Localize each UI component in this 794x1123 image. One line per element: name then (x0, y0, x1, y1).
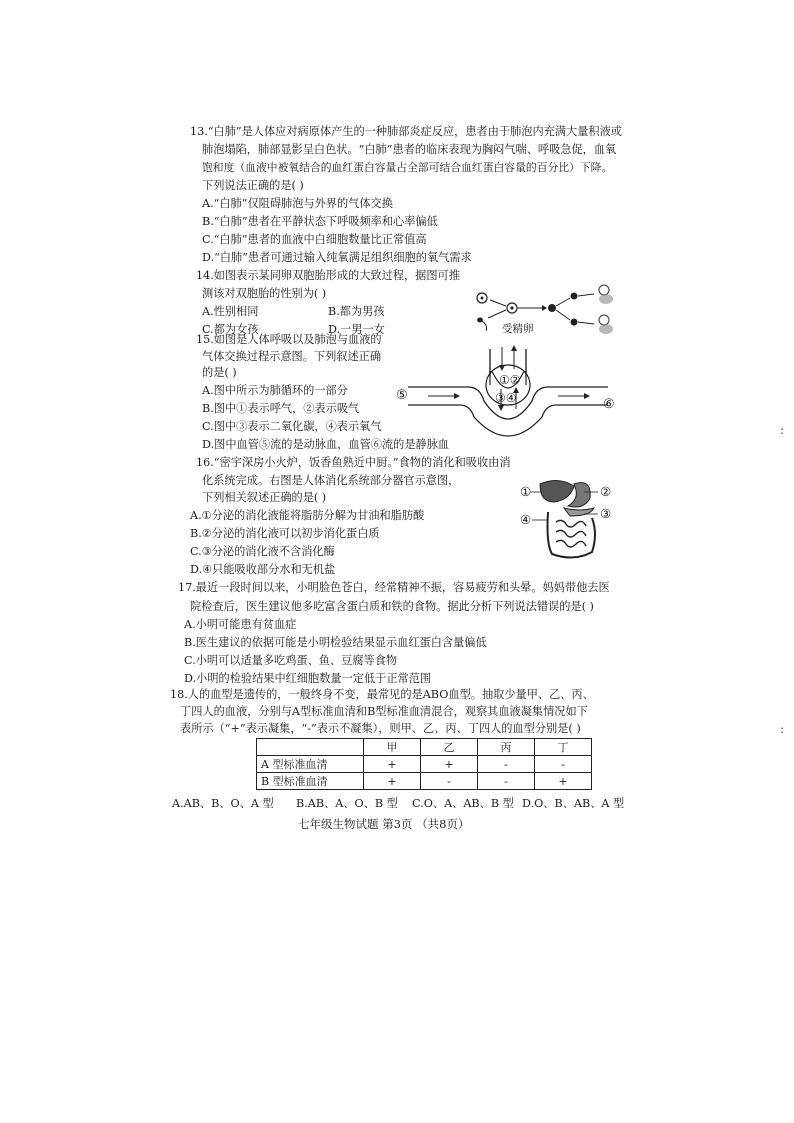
margin-mark: : (779, 722, 784, 736)
figure-label-3-4: ③④ (495, 391, 517, 405)
q13-option-a: A.“白肺”仅阻碍肺泡与外界的气体交换 (202, 197, 393, 210)
pancreas-icon (564, 508, 594, 516)
q16-option-d: D.④只能吸收部分水和无机盐 (190, 563, 336, 576)
digestive-label-1: ① (520, 484, 532, 499)
q17-stem-line-1: 17.最近一段时间以来，小明脸色苍白，经常精神不振，容易疲劳和头晕。妈妈带他去医 (178, 581, 610, 594)
figure-label-1-2: ①② (499, 373, 521, 387)
margin-mark: : (779, 423, 784, 437)
q13-option-d: D.“白肺”患者可通过输入纯氧满足组织细胞的氧气需求 (202, 251, 472, 264)
table-cell: + (421, 756, 478, 773)
table-header-cell (257, 739, 364, 756)
q13-stem-line-3: 饱和度（血液中被氧结合的血红蛋白容量占全部可结合血红蛋白容量的百分比）下降。 (202, 161, 613, 174)
page-footer: 七年级生物试题 第3页 （共8页） (298, 817, 470, 831)
figure-label-6: ⑥ (603, 397, 615, 412)
table-cell: - (421, 773, 478, 790)
q15-option-c: C.图中③表示二氧化碳，④表示氧气 (202, 420, 382, 433)
q13-stem-line-2: 肺泡塌陷，肺部显影呈白色状。“白肺”患者的临床表现为胸闷气喘、呼吸急促，血氧 (202, 143, 617, 156)
q17-option-a: A.小明可能患有贫血症 (184, 618, 297, 631)
liver-icon (540, 480, 574, 502)
q18-stem-line-1: 18.人的血型是遗传的，一般终身不变，最常见的是ABO血型。抽取少量甲、乙、丙、 (170, 688, 594, 701)
q16-stem-line-3: 下列相关叙述正确的是( ) (202, 491, 327, 504)
q14-option-b: B.都为男孩 (328, 305, 385, 318)
table-cell: + (364, 773, 421, 790)
table-cell: - (478, 756, 535, 773)
q18-option-c: C.O、A、AB、B 型 (412, 797, 514, 810)
twin-formation-figure (470, 282, 630, 342)
q14-option-c: C.都为女孩 (202, 323, 259, 336)
q16-stem-line-1: 16.“密宇深房小火炉，饭香鱼熟近中厨。”食物的消化和吸收由消 (196, 456, 511, 469)
table-header-row (257, 739, 592, 756)
q17-option-d: D.小明的检验结果中红细胞数量一定低于正常范围 (184, 672, 432, 685)
q16-stem-line-2: 化系统完成。右图是人体消化系统部分器官示意图， (202, 474, 460, 487)
q15-stem-line-2: 气体交换过程示意图。下列叙述正确 (202, 350, 382, 363)
digestive-label-2: ② (600, 484, 612, 499)
q15-option-d: D.图中血管⑤流的是动脉血，血管⑥流的是静脉血 (202, 438, 450, 451)
q14-stem-line-1: 14.如图表示某同卵双胞胎形成的大致过程，据图可推 (196, 269, 460, 282)
table-cell: A 型标准血清 (257, 756, 364, 773)
digestive-system-figure (518, 474, 638, 564)
table-header-cell: 乙 (421, 739, 478, 756)
figure-label-5: ⑤ (396, 388, 408, 403)
q18-option-d: D.O、B、AB、A 型 (522, 797, 625, 810)
q14-option-a: A.性别相同 (202, 305, 259, 318)
zygote-label: 受精卵 (502, 323, 534, 335)
q13-stem-line-1: 13.“白肺”是人体应对病原体产生的一种肺部炎症反应，患者由于肺泡内充满大量积液或 (190, 125, 622, 138)
q17-option-c: C.小明可以适量多吃鸡蛋、鱼、豆腐等食物 (184, 654, 398, 667)
intestine-icon (548, 512, 596, 558)
q17-option-b: B.医生建议的依据可能是小明检验结果显示血红蛋白含量偏低 (184, 636, 487, 649)
q13-option-b: B.“白肺”患者在平静状态下呼吸频率和心率偏低 (202, 215, 438, 228)
q18-stem-line-2: 丁四人的血液，分别与A型标准血清和B型标准血清混合，观察其血液凝集情况如下 (180, 705, 588, 718)
table-cell: - (478, 773, 535, 790)
digestive-label-4: ④ (520, 512, 532, 527)
q15-option-b: B.图中①表示呼气，②表示吸气 (202, 402, 360, 415)
table-header-cell: 丙 (478, 739, 535, 756)
q15-stem-line-3: 的是( ) (202, 366, 237, 379)
q13-stem-line-4: 下列说法正确的是( ) (202, 179, 304, 192)
q15-stem-line-1: 15.如图是人体呼吸以及肺泡与血液的 (196, 333, 382, 346)
table-header-cell: 丁 (535, 739, 592, 756)
blood-type-table (256, 738, 592, 790)
q16-option-c: C.③分泌的消化液不含消化酶 (190, 545, 335, 558)
q14-option-d: D.一男一女 (328, 323, 385, 336)
q13-option-c: C.“白肺”患者的血液中白细胞数量比正常值高 (202, 233, 427, 246)
baby-icon (599, 285, 613, 304)
q18-stem-line-3: 表所示（“+”表示凝集，“-”表示不凝集），则甲、乙、丙、丁四人的血型分别是( ) (180, 722, 581, 735)
table-row (257, 756, 592, 773)
digestive-label-3: ③ (600, 506, 612, 521)
q15-option-a: A.图中所示为肺循环的一部分 (202, 384, 348, 397)
table-cell: + (364, 756, 421, 773)
table-cell: + (535, 773, 592, 790)
table-row (257, 773, 592, 790)
q18-option-b: B.AB、A、O、B 型 (296, 797, 398, 810)
q14-stem-line-2: 测该对双胞胎的性别为( ) (202, 287, 327, 300)
table-cell: B 型标准血清 (257, 773, 364, 790)
q18-option-a: A.AB、B、O、A 型 (172, 797, 274, 810)
table-header-cell: 甲 (364, 739, 421, 756)
baby-icon (599, 315, 613, 334)
q16-option-a: A.①分泌的消化液能将脂肪分解为甘油和脂肪酸 (190, 509, 425, 522)
q16-option-b: B.②分泌的消化液可以初步消化蛋白质 (190, 527, 380, 540)
q17-stem-line-2: 院检查后，医生建议他多吃富含蛋白质和铁的食物。据此分析下列说法错误的是( ) (190, 600, 594, 613)
table-cell: - (535, 756, 592, 773)
